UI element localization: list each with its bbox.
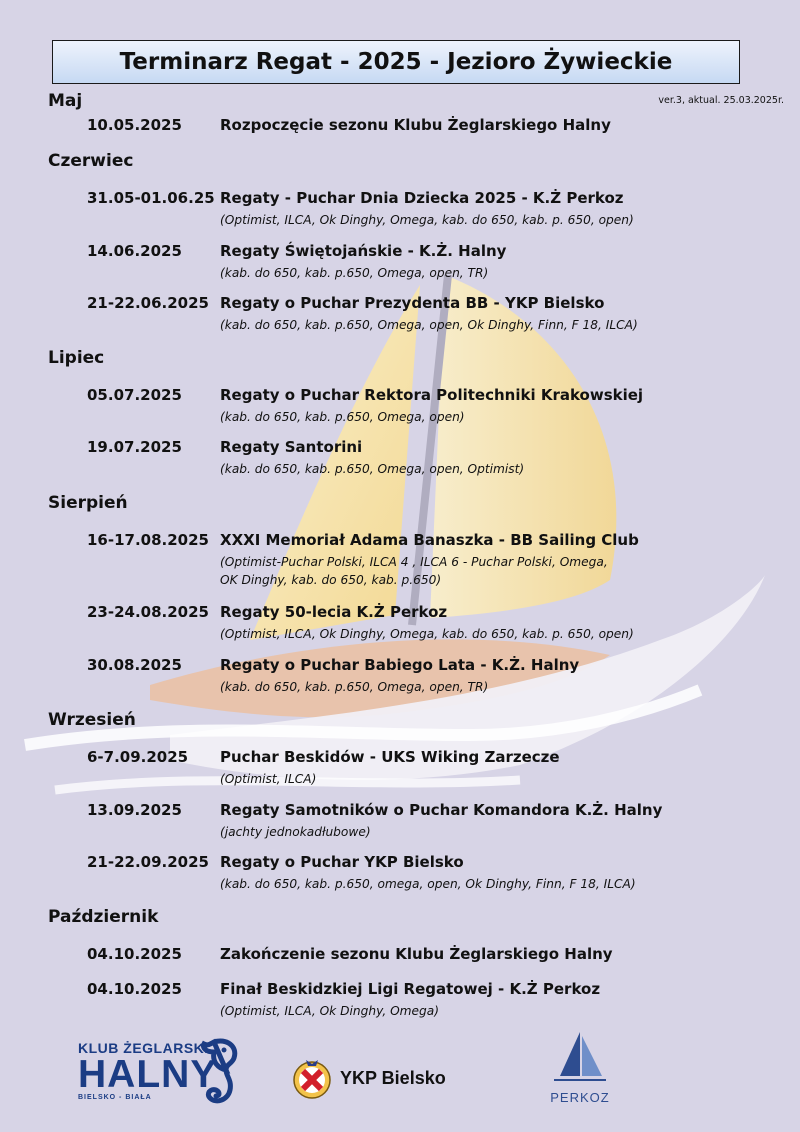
event-name: Regaty o Puchar Prezydenta BB - YKP Bielsko — [220, 294, 605, 312]
event-date: 6-7.09.2025 — [87, 748, 189, 766]
event-classes: (kab. do 650, kab. p.650, Omega, open, TR) — [220, 680, 489, 694]
event-classes: (kab. do 650, kab. p.650, omega, open, Ok Dinghy, Finn, F 18, ILCA) — [220, 877, 636, 891]
event-name: Regaty o Puchar YKP Bielsko — [220, 853, 464, 871]
ykp-emblem-icon — [292, 1056, 332, 1100]
event-classes: (kab. do 650, kab. p.650, Omega, open) — [220, 410, 465, 424]
event-date: 10.05.2025 — [87, 116, 182, 134]
event-name: Rozpoczęcie sezonu Klubu Żeglarskiego Halny — [220, 116, 611, 134]
perkoz-sail-icon — [550, 1030, 610, 1088]
event-classes — [220, 553, 608, 589]
perkoz-logo-name: PERKOZ — [550, 1090, 610, 1105]
event-date: 14.06.2025 — [87, 242, 182, 260]
halny-logo-top: KLUB ŻEGLARSKI — [78, 1040, 209, 1056]
month-heading-czerwiec: Czerwiec — [48, 151, 134, 171]
event-classes: (Optimist, ILCA) — [220, 772, 317, 786]
month-heading-lipiec: Lipiec — [48, 348, 105, 368]
event-classes: (jachty jednokadłubowe) — [220, 825, 371, 839]
event-classes: (Optimist, ILCA, Ok Dinghy, Omega, kab. do 650, kab. p. 650, open) — [220, 627, 634, 641]
ykp-logo — [292, 1056, 446, 1100]
sponsor-logos — [0, 1030, 800, 1130]
event-name: Regaty Świętojańskie - K.Ż. Halny — [220, 242, 507, 260]
event-date: 30.08.2025 — [87, 656, 182, 674]
event-classes: (kab. do 650, kab. p.650, Omega, open, Ok Dinghy, Finn, F 18, ILCA) — [220, 318, 638, 332]
event-name: Regaty 50-lecia K.Ż Perkoz — [220, 603, 448, 621]
event-name: Puchar Beskidów - UKS Wiking Zarzecze — [220, 748, 560, 766]
event-name: Zakończenie sezonu Klubu Żeglarskiego Halny — [220, 945, 613, 963]
event-date: 04.10.2025 — [87, 945, 182, 963]
version-note: ver.3, aktual. 25.03.2025r. — [658, 95, 784, 106]
halny-logo-city: BIELSKO - BIAŁA — [78, 1094, 152, 1101]
event-name: Regaty o Puchar Babiego Lata - K.Ż. Halny — [220, 656, 580, 674]
event-date: 21-22.06.2025 — [87, 294, 209, 312]
event-date: 04.10.2025 — [87, 980, 182, 998]
ykp-logo-name: YKP Bielsko — [340, 1067, 446, 1088]
event-classes: (kab. do 650, kab. p.650, Omega, open, TR) — [220, 266, 489, 280]
event-date: 23-24.08.2025 — [87, 603, 209, 621]
event-classes: (Optimist, ILCA, Ok Dinghy, Omega) — [220, 1004, 440, 1018]
month-heading-wrzesien: Wrzesień — [48, 710, 136, 730]
event-date: 05.07.2025 — [87, 386, 182, 404]
seahorse-icon — [196, 1038, 242, 1108]
event-date: 13.09.2025 — [87, 801, 182, 819]
event-name: XXXI Memoriał Adama Banaszka - BB Sailing Club — [220, 531, 639, 549]
month-heading-maj: Maj — [48, 91, 83, 111]
event-classes-line: OK Dinghy, kab. do 650, kab. p.650) — [220, 573, 442, 587]
event-name: Regaty Santorini — [220, 438, 363, 456]
halny-logo-name: HALNY — [78, 1053, 218, 1096]
event-name: Regaty o Puchar Rektora Politechniki Krakowskiej — [220, 386, 644, 404]
month-heading-sierpien: Sierpień — [48, 493, 128, 513]
event-date: 16-17.08.2025 — [87, 531, 209, 549]
event-classes: (Optimist, ILCA, Ok Dinghy, Omega, kab. do 650, kab. p. 650, open) — [220, 213, 634, 227]
page-title: Terminarz Regat - 2025 - Jezioro Żywieckie — [52, 40, 740, 84]
event-name: Finał Beskidzkiej Ligi Regatowej - K.Ż Perkoz — [220, 980, 601, 998]
month-heading-pazdziernik: Październik — [48, 907, 159, 927]
event-date: 21-22.09.2025 — [87, 853, 209, 871]
event-date: 31.05-01.06.25 — [87, 189, 215, 207]
event-name: Regaty - Puchar Dnia Dziecka 2025 - K.Ż Perkoz — [220, 189, 624, 207]
event-classes-line: (Optimist-Puchar Polski, ILCA 4 , ILCA 6 - Puchar Polski, Omega, — [220, 555, 608, 569]
event-name: Regaty Samotników o Puchar Komandora K.Ż. Halny — [220, 801, 663, 819]
event-classes: (kab. do 650, kab. p.650, Omega, open, Optimist) — [220, 462, 525, 476]
event-date: 19.07.2025 — [87, 438, 182, 456]
perkoz-logo — [530, 1030, 630, 1105]
